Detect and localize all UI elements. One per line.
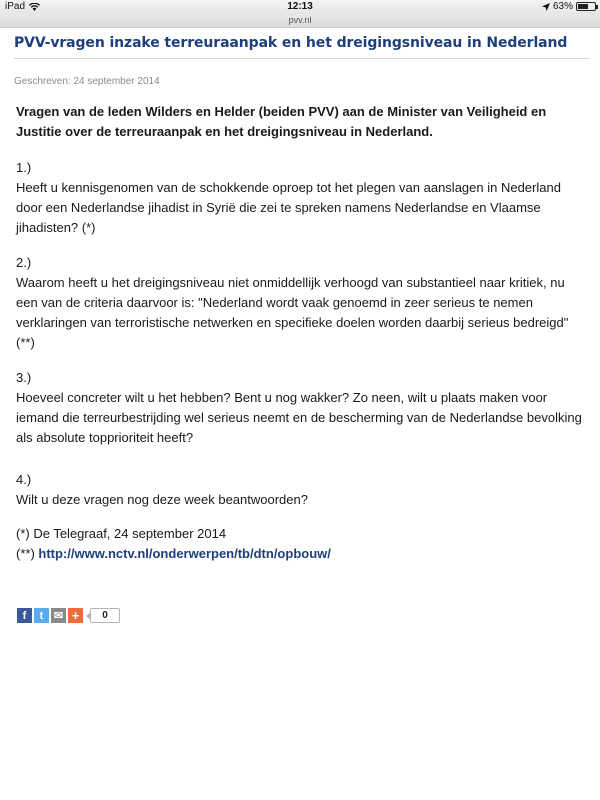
facebook-icon[interactable]: f bbox=[17, 608, 32, 623]
question-2 bbox=[16, 253, 588, 353]
footnote-2-link[interactable]: http://www.nctv.nl/onderwerpen/tb/dtn/opbouw/ bbox=[38, 546, 331, 561]
device-name: iPad bbox=[5, 1, 26, 12]
battery-percent: 63% bbox=[552, 1, 573, 12]
question-number: 4.) bbox=[16, 472, 32, 487]
footnote-1: (*) De Telegraaf, 24 september 2014 bbox=[16, 526, 227, 541]
location-icon bbox=[542, 3, 550, 11]
share-bar bbox=[17, 608, 120, 623]
question-3 bbox=[16, 368, 588, 448]
battery-icon bbox=[576, 2, 596, 11]
title-divider bbox=[14, 58, 589, 59]
publish-date: Geschreven: 24 september 2014 bbox=[14, 76, 160, 87]
question-text: Hoeveel concreter wilt u het hebben? Bent u nog wakker? Zo neen, wilt u plaats maken voor iemand die terreurbestrijding wel serieus neemt en de bescherming van de Nederlandse bevolking als absolute topprioriteit heeft? bbox=[16, 390, 582, 445]
question-4 bbox=[16, 470, 588, 510]
question-number: 3.) bbox=[16, 370, 32, 385]
footnote-2 bbox=[16, 544, 588, 564]
question-1 bbox=[16, 158, 588, 238]
question-number: 2.) bbox=[16, 255, 32, 270]
page-title: PVV-vragen inzake terreuraanpak en het dreigingsniveau in Nederland bbox=[14, 35, 568, 51]
plus-icon[interactable]: + bbox=[68, 608, 83, 623]
article-intro: Vragen van de leden Wilders en Helder (beiden PVV) aan de Minister van Veiligheid en Justitie over de terreuraanpak en het dreigingsniveau in Nederland. bbox=[16, 104, 547, 139]
question-text: Heeft u kennisgenomen van de schokkende oproep tot het plegen van aanslagen in Nederland door een Nederlandse jihadist in Syrië die zei te spreken namens Nederlandse en Vlaamse jihadisten? (*) bbox=[16, 180, 561, 235]
address-bar[interactable] bbox=[0, 14, 600, 28]
twitter-icon[interactable]: t bbox=[34, 608, 49, 623]
battery-fill bbox=[578, 4, 588, 9]
email-icon[interactable]: ✉ bbox=[51, 608, 66, 623]
status-bar bbox=[0, 0, 600, 14]
question-number: 1.) bbox=[16, 160, 32, 175]
footnote-2-marker: (**) bbox=[16, 546, 39, 561]
question-text: Wilt u deze vragen nog deze week beantwoorden? bbox=[16, 492, 308, 507]
share-count: 0 bbox=[90, 608, 120, 623]
article-body bbox=[16, 102, 588, 564]
url-text: pvv.nl bbox=[288, 15, 312, 25]
status-time: 12:13 bbox=[287, 1, 313, 12]
question-text: Waarom heeft u het dreigingsniveau niet onmiddellijk verhoogd van substantieel naar kritiek, nu een van de criteria daarvoor is: "Nederland wordt vaak genoemd in zeer serieus te nemen verklaringen van terroristische netwerken en specifieke doelen worden daarbij serieus bedreigd" (**) bbox=[16, 275, 569, 350]
status-right bbox=[542, 1, 596, 12]
